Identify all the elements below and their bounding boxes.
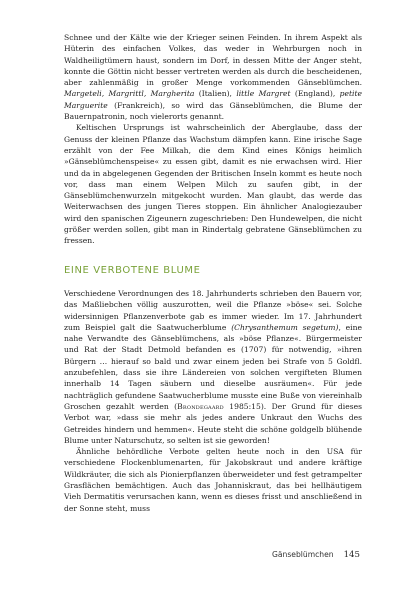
italic-name: little Margret: [236, 89, 291, 99]
italic-name: petite Marguerite: [64, 89, 362, 110]
paragraph: Schnee und der Kälte wie der Krieger seinen Feinden. In ihrem Aspekt als Hüterin des einfachen Volkes, das weder in Wehrburgen noch in Waldheiligtümern haust, sondern im Dorf, in dessen Mitte der Anger steht, konnte die Göttin nicht besser vertreten werden als durch die bescheidenen, aber zahlenmäßig in großer Menge vorkommenden Gänseblümchen. Margeteli, Margrittl, Margherita (Italien), little Margret (England), petite Marguerite (Frankreich), so wird das Gänseblümchen, die Blume der Bauernpatronin, noch vielerorts genannt.: [64, 33, 362, 122]
citation-author: Brondegaard: [177, 401, 224, 411]
running-title: Gänseblümchen: [272, 550, 334, 559]
page-footer: [272, 550, 360, 560]
section-heading: EINE VERBOTENE BLUME: [64, 264, 201, 276]
paragraph: Ähnliche behördliche Verbote gelten heute noch in den USA für verschiedene Flockenblumenarten, für Jakobskraut und andere kräftige Wildkräuter, die sich als Pionierpflanzen überweideter und fest getrampelter Grasflächen bemächtigen. Auch das Johanniskraut, das bei hellhäutigem Vieh Dermatitis verursachen kann, wenn es dieses frisst und anschließend in der Sonne steht, muss: [64, 447, 362, 513]
body-text: [64, 32, 362, 514]
italic-names: Margeteli, Margrittl, Margherita: [64, 89, 195, 99]
page-number: 145: [343, 550, 360, 560]
italic-botanical-name: (Chrysanthemum segetum): [231, 322, 339, 332]
paragraph: Verschiedene Verordnungen des 18. Jahrhunderts schrieben den Bauern vor, das Maßliebchen völlig auszurotten, weil die Pflanze »böse« sei. Solche widersinnigen Pflanzenverbote gab es immer wieder. Im 17. Jahrhundert zum Beispiel galt die Saatwucherblume (Chrysanthemum segetum), eine nahe Verwandte des Gänseblümchens, als »böse Pflanze«. Bürgermeister und Rat der Stadt Detmold befanden es (1707) für notwendig, »ihren Bürgern … hierauf so bald und zwar einem jeden bei Strafe von 5 Goldfl. anzubefehlen, dass sie ihre Ländereien von solchen vergifteten Blumen innerhalb 14 Tagen säubern und dieselbe ausräumen«. Für jede nachträglich gefundene Saatwucherblume musste eine Buße von viereinhalb Groschen gezahlt werden (Brondegaard 1985:15). Der Grund für dieses Verbot war, »dass sie mehr als jedes andere Unkraut den Wuchs des Getreides hindern und hemmen«. Heute steht die schöne goldgelb blühende Blume unter Naturschutz, so selten ist sie geworden!: [64, 288, 362, 445]
paragraph: Keltischen Ursprungs ist wahrscheinlich der Aberglaube, dass der Genuss der kleinen Pflanze das Wachstum dämpfen kann. Eine irische Sage erzählt von der Fee Milkah, die dem Kind eines Königs heimlich »Gänseblümchenspeise« zu essen gibt, damit es nie erwachsen wird. Hier und da in abgelegenen Gegenden der Britischen Inseln kommt es heute noch vor, dass man einem Welpen Milch zu saufen gibt, in der Gänseblümchenwurzeln mitgekocht wurden. Man glaubt, das werde das Weiterwachsen des jungen Tieres stoppen. Ein ähnlicher Analogiezauber wird den spanischen Zigeunern zugeschrieben: Den Hundewelpen, die nicht größer werden sollen, gibt man in Rindertalg gebratene Gänseblümchen zu fressen.: [64, 123, 362, 246]
